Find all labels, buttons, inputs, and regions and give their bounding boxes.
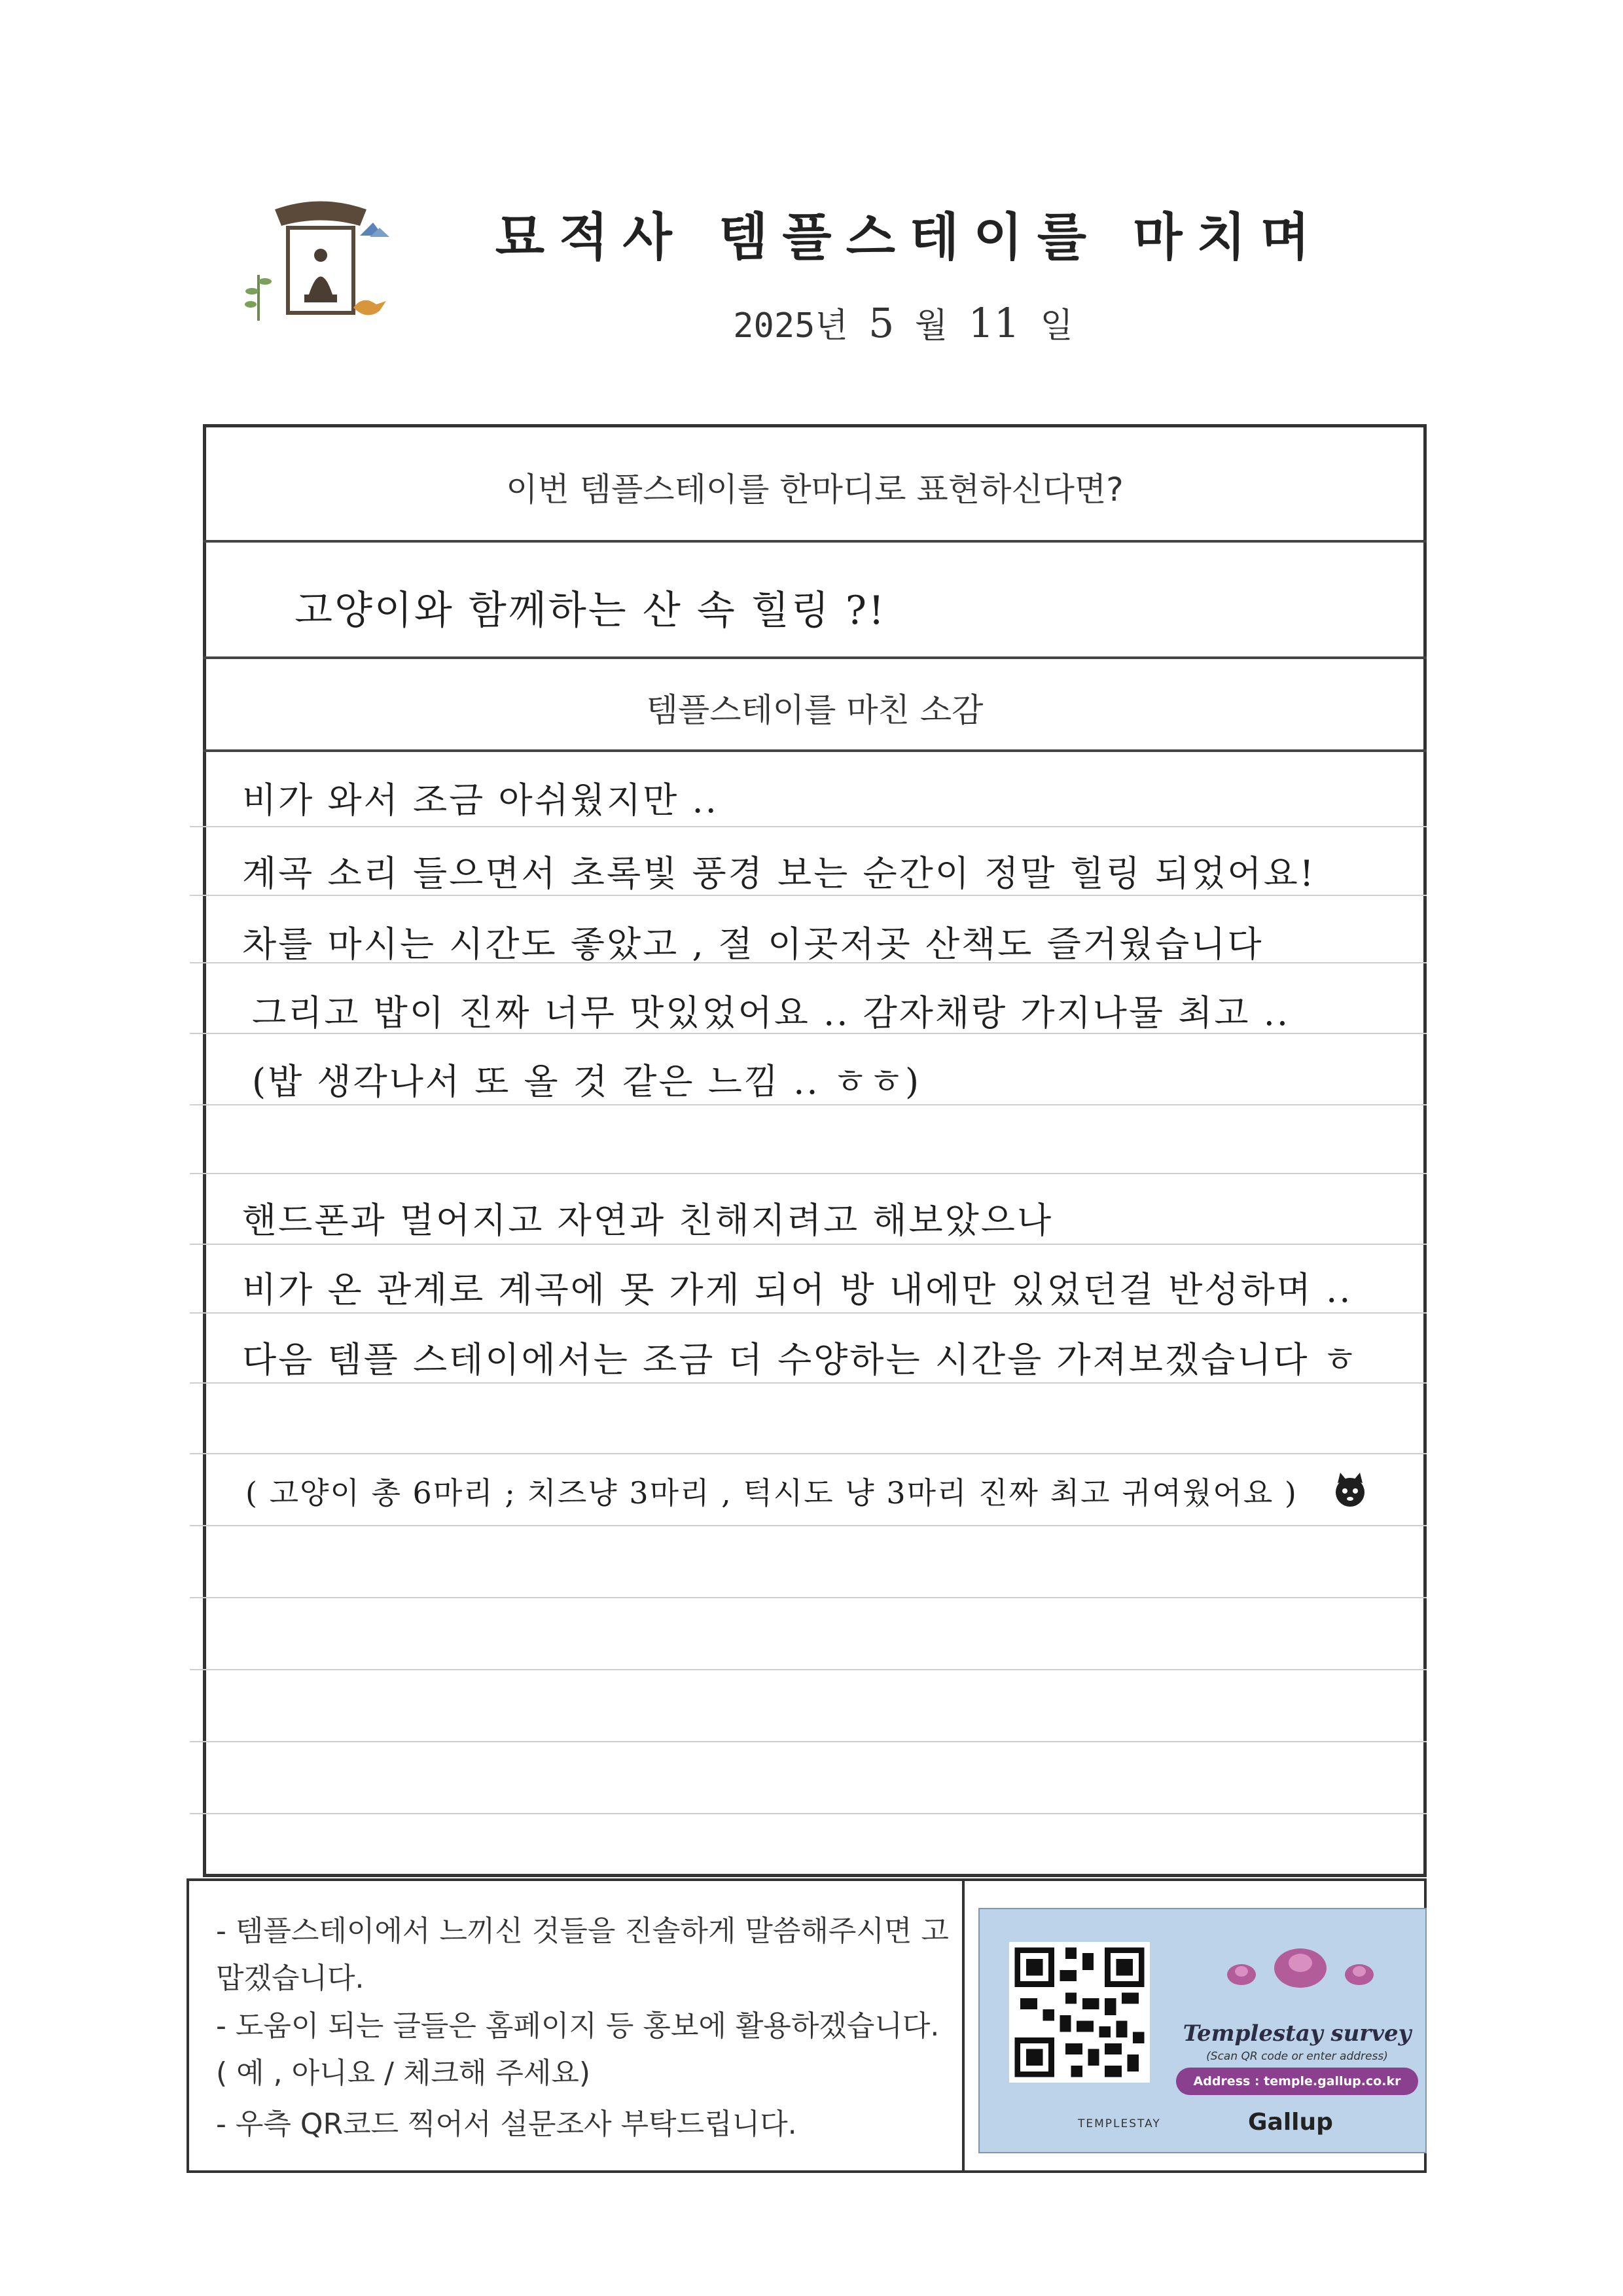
reflection-line: 다음 템플 스테이에서는 조금 더 수양하는 시간을 가져보겠습니다 ㅎ [242, 1339, 1359, 1380]
ruled-line [190, 1453, 1427, 1454]
lotus-icon [1215, 1935, 1385, 2007]
reflection-line: (밥 생각나서 또 올 것 같은 느낌 .. ㅎㅎ) [252, 1061, 921, 1102]
date-year-unit: 년 [815, 306, 848, 346]
ruled-line [190, 826, 1427, 827]
temple-logo-icon [223, 196, 393, 327]
gallup-logo-icon: Gallup [1248, 2109, 1333, 2136]
divider [203, 749, 1427, 752]
date-month: 5 [868, 299, 895, 347]
ruled-line [190, 1382, 1427, 1384]
question-two-label: 템플스테이를 마친 소감 [646, 691, 984, 729]
survey-address[interactable]: Address : temple.gallup.co.kr [1176, 2068, 1418, 2095]
notes-divider [962, 1878, 965, 2173]
divider [203, 656, 1427, 659]
date-day: 11 [968, 299, 1020, 347]
ruled-line [190, 1813, 1427, 1814]
document-date [707, 298, 1099, 347]
ruled-line [190, 1244, 1427, 1245]
reflection-line: 핸드폰과 멀어지고 자연과 친해지려고 해보았으나 [242, 1200, 1054, 1241]
ruled-line [190, 1741, 1427, 1742]
note-honest-feedback: - 템플스테이에서 느끼신 것들을 진솔하게 말씀해주시면 고맙겠습니다. [216, 1914, 949, 1995]
cat-face-icon [1327, 1471, 1373, 1511]
divider [203, 540, 1427, 543]
document-title: 묘적사 템플스테이를 마치며 [495, 207, 1325, 267]
note-promotion-consent: - 도움이 되는 글들은 홈페이지 등 홍보에 활용하겠습니다. ( 예 , 아니요 / 체크해 주세요) [216, 2009, 940, 2090]
reflection-line: ( 고양이 총 6마리 ; 치즈냥 3마리 , 턱시도 냥 3마리 진짜 최고 귀여웠어요 ) [245, 1475, 1298, 1511]
form-frame [203, 424, 1427, 1877]
reflection-line: 비가 온 관계로 계곡에 못 가게 되어 방 내에만 있었던걸 반성하며 .. [242, 1269, 1353, 1310]
note-qr-survey: - 우측 QR코드 찍어서 설문조사 부탁드립니다. [216, 2108, 797, 2141]
ruled-line [190, 1525, 1427, 1526]
question-one-label: 이번 템플스테이를 한마디로 표현하신다면? [506, 471, 1124, 509]
reflection-line: 계곡 소리 들으면서 초록빛 풍경 보는 순간이 정말 힐링 되었어요! [242, 853, 1316, 894]
date-day-unit: 일 [1040, 306, 1073, 346]
survey-card[interactable] [978, 1908, 1427, 2153]
date-month-unit: 월 [914, 306, 948, 346]
date-year: 2025 [733, 306, 815, 346]
ruled-line [190, 1597, 1427, 1598]
qr-code-icon[interactable] [1009, 1942, 1150, 2083]
templestay-brand: TEMPLESTAY [1078, 2117, 1161, 2130]
ruled-line [190, 1173, 1427, 1174]
reflection-line: 그리고 밥이 진짜 너무 맛있었어요 .. 감자채랑 가지나물 최고 .. [252, 992, 1291, 1033]
reflection-line: 비가 와서 조금 아쉬웠지만 .. [242, 780, 719, 821]
survey-title: Templestay survey [1183, 2020, 1412, 2047]
ruled-line [190, 1669, 1427, 1670]
question-one-answer: 고양이와 함께하는 산 속 힐링 ?! [294, 588, 887, 634]
survey-subtitle: (Scan QR code or enter address) [1206, 2050, 1388, 2063]
ruled-line [190, 1312, 1427, 1314]
reflection-line: 차를 마시는 시간도 좋았고 , 절 이곳저곳 산책도 즐거웠습니다 [242, 924, 1264, 965]
ruled-line [190, 1104, 1427, 1105]
